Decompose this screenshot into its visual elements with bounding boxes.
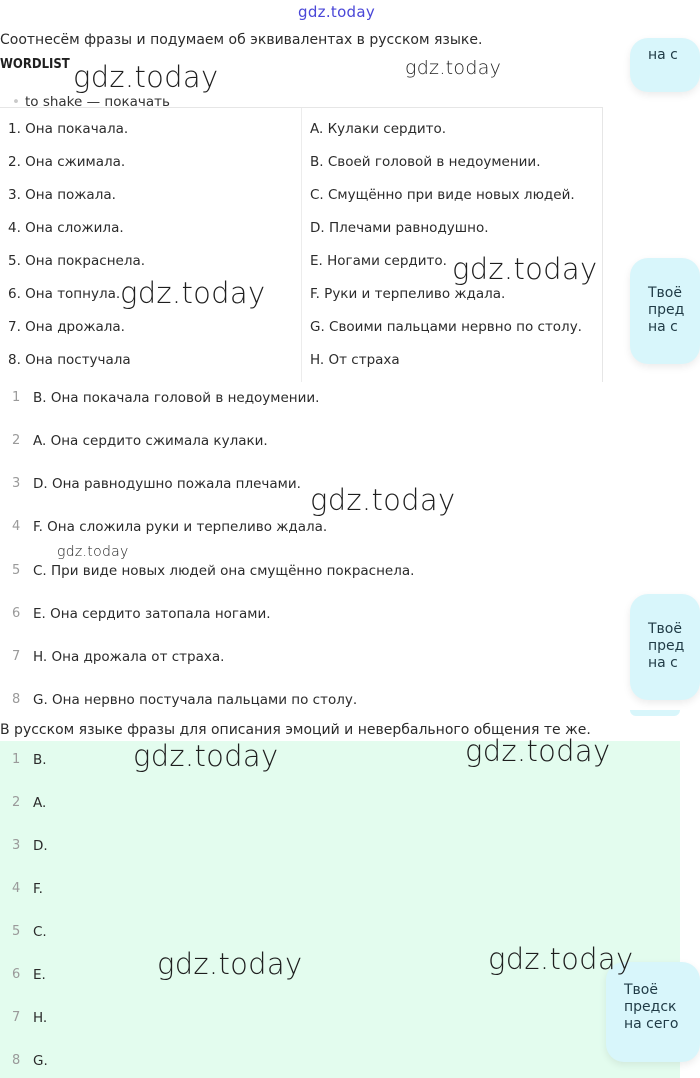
watermark: gdz.today: [310, 483, 456, 517]
bubble-edge: [630, 710, 680, 716]
watermark: gdz.today: [465, 734, 611, 768]
item-number: 5: [12, 924, 21, 939]
chat-bubble[interactable]: [630, 258, 700, 364]
item-text: G. Она нервно постучала пальцами по столу.: [33, 692, 358, 708]
left-cell: 8. Она постучала: [8, 352, 131, 368]
watermark: gdz.today: [405, 57, 502, 79]
item-text: E. Она сердито затопала ногами.: [33, 606, 271, 622]
answers-panel: [0, 741, 680, 1078]
item-number: 4: [12, 519, 21, 534]
watermark-top: gdz.today: [298, 3, 376, 21]
item-text: F. Она сложила руки и терпеливо ждала.: [33, 519, 328, 535]
item-number: 3: [12, 838, 21, 853]
item-text: C. При виде новых людей она смущённо покраснела.: [33, 563, 415, 579]
item-text: H.: [33, 1010, 48, 1026]
item-text: F.: [33, 881, 43, 897]
bubble-text: пред: [648, 638, 685, 654]
right-cell: E. Ногами сердито.: [310, 253, 447, 269]
item-number: 8: [12, 692, 21, 707]
item-text: B. Она покачала головой в недоумении.: [33, 390, 320, 406]
watermark: gdz.today: [488, 942, 634, 976]
bubble-text: пред: [648, 302, 685, 318]
table-row: [0, 339, 602, 372]
item-text: B.: [33, 752, 47, 768]
right-cell: G. Своими пальцами нервно по столу.: [310, 319, 582, 335]
left-cell: 6. Она топнула.: [8, 286, 121, 302]
item-text: A. Она сердито сжимала кулаки.: [33, 433, 268, 449]
bullet-icon: •: [12, 94, 20, 110]
bubble-text: на с: [648, 47, 678, 63]
item-number: 3: [12, 476, 21, 491]
right-cell: D. Плечами равнодушно.: [310, 220, 489, 236]
item-number: 7: [12, 649, 21, 664]
bubble-text: на сего: [624, 1016, 679, 1032]
wordlist-item: [12, 94, 170, 110]
watermark: gdz.today: [133, 739, 279, 773]
table-row: [0, 141, 602, 174]
left-cell: 3. Она пожала.: [8, 187, 116, 203]
item-number: 4: [12, 881, 21, 896]
bubble-text: Твоё: [648, 285, 682, 301]
left-cell: 7. Она дрожала.: [8, 319, 125, 335]
bubble-text: Твоё: [648, 621, 682, 637]
bubble-text: на с: [648, 319, 678, 335]
table-row: [0, 207, 602, 240]
chat-bubble[interactable]: [606, 962, 700, 1062]
bubble-text: Твоё: [624, 982, 658, 998]
left-cell: 1. Она покачала.: [8, 121, 129, 137]
intro-text: Соотнесём фразы и подумаем об эквивалентах в русском языке.: [0, 32, 483, 48]
item-number: 1: [12, 390, 21, 405]
item-text: G.: [33, 1053, 48, 1069]
table-row: [0, 174, 602, 207]
item-number: 5: [12, 563, 21, 578]
item-text: D. Она равнодушно пожала плечами.: [33, 476, 301, 492]
item-text: D.: [33, 838, 48, 854]
right-cell: B. Своей головой в недоумении.: [310, 154, 541, 170]
watermark: gdz.today: [120, 276, 266, 310]
item-text: E.: [33, 967, 46, 983]
item-number: 8: [12, 1053, 21, 1068]
right-cell: A. Кулаки сердито.: [310, 121, 447, 137]
watermark: gdz.today: [73, 60, 219, 94]
item-number: 6: [12, 967, 21, 982]
right-cell: F. Руки и терпеливо ждала.: [310, 286, 506, 302]
watermark: gdz.today: [452, 252, 598, 286]
watermark: gdz.today: [157, 947, 303, 981]
table-row: [0, 306, 602, 339]
item-text: A.: [33, 795, 47, 811]
item-number: 2: [12, 433, 21, 448]
chat-bubble[interactable]: [630, 38, 700, 92]
item-number: 1: [12, 752, 21, 767]
left-cell: 2. Она сжимала.: [8, 154, 126, 170]
bubble-text: на с: [648, 655, 678, 671]
summary-text: В русском языке фразы для описания эмоций и невербального общения те же.: [0, 722, 591, 738]
left-cell: 4. Она сложила.: [8, 220, 124, 236]
item-text: H. Она дрожала от страха.: [33, 649, 225, 665]
matching-table: [0, 107, 603, 382]
wordlist-title: WORDLIST: [0, 57, 70, 72]
chat-bubble[interactable]: [630, 594, 700, 700]
item-number: 6: [12, 606, 21, 621]
wordlist-item-text: to shake — покачать: [24, 94, 170, 110]
right-cell: H. От страха: [310, 352, 400, 368]
item-number: 7: [12, 1010, 21, 1025]
table-row: [0, 108, 602, 141]
item-text: C.: [33, 924, 47, 940]
watermark: gdz.today: [57, 544, 129, 560]
item-number: 2: [12, 795, 21, 810]
right-cell: C. Смущённо при виде новых людей.: [310, 187, 575, 203]
left-cell: 5. Она покраснела.: [8, 253, 146, 269]
bubble-text: предск: [624, 999, 677, 1015]
